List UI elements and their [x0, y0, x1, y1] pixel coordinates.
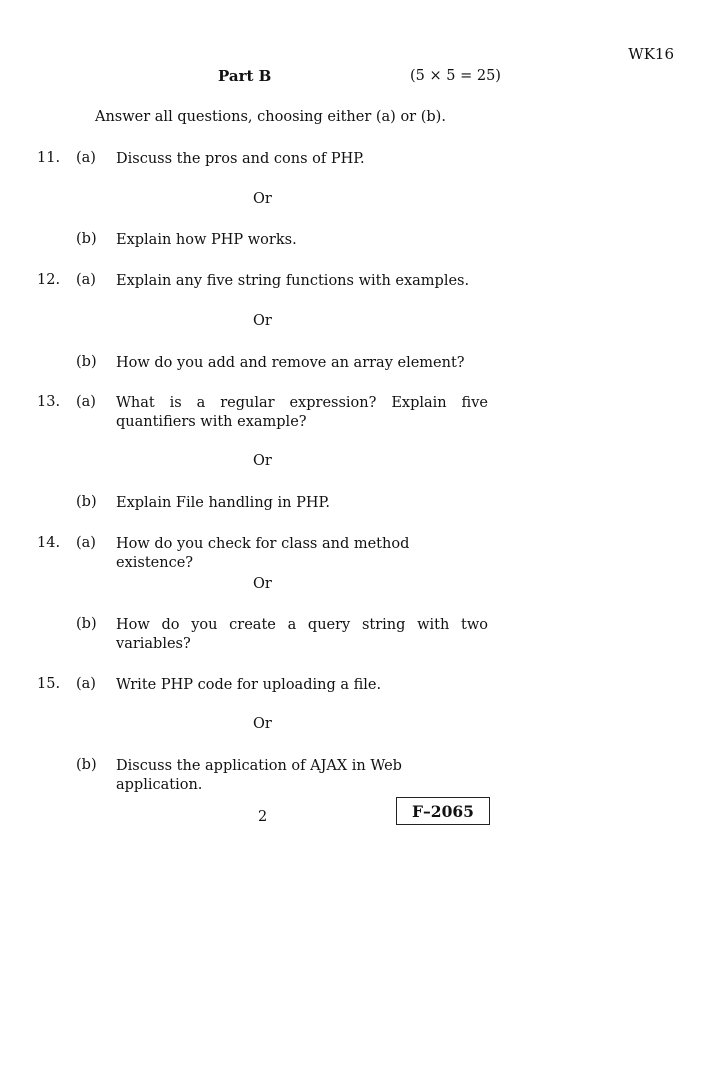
paper-code-header: WK16 — [628, 45, 674, 63]
option-label-11b: (b) — [76, 231, 97, 247]
question-text-13a-line1: What is a regular expression? Explain five — [116, 395, 488, 411]
question-text-13a — [116, 394, 488, 432]
question-text-12b: How do you add and remove an array element? — [116, 355, 465, 371]
question-text-15b: Discuss the application of AJAX in Web application. — [116, 758, 402, 793]
question-text-14b-line2: variables? — [116, 636, 191, 652]
or-separator-15: Or — [253, 716, 272, 732]
section-marks: (5 × 5 = 25) — [410, 68, 501, 84]
option-label-12b: (b) — [76, 354, 97, 370]
question-text-14b — [116, 616, 488, 654]
option-label-14b: (b) — [76, 616, 97, 632]
option-label-15b: (b) — [76, 757, 97, 773]
question-text-14a: How do you check for class and method existence? — [116, 536, 410, 571]
or-separator-11: Or — [253, 191, 272, 207]
section-title: Part B — [218, 67, 272, 85]
option-label-13a: (a) — [76, 394, 96, 410]
question-number-15: 15. — [37, 676, 61, 692]
question-text-15a: Write PHP code for uploading a file. — [116, 677, 382, 693]
question-text-12a: Explain any five string functions with examples. — [116, 273, 470, 289]
question-text-14b-line1: How do you create a query string with two — [116, 617, 488, 633]
option-label-14a: (a) — [76, 535, 96, 551]
or-separator-14: Or — [253, 576, 272, 592]
instruction: Answer all questions, choosing either (a) or (b). — [95, 109, 446, 125]
question-number-12: 12. — [37, 272, 61, 288]
paper-code-box: F–2065 — [396, 797, 490, 825]
question-number-11: 11. — [37, 150, 61, 166]
option-label-11a: (a) — [76, 150, 96, 166]
option-label-12a: (a) — [76, 272, 96, 288]
page-number: 2 — [258, 809, 268, 825]
or-separator-12: Or — [253, 313, 272, 329]
or-separator-13: Or — [253, 453, 272, 469]
question-text-11b: Explain how PHP works. — [116, 232, 297, 248]
question-text-13b: Explain File handling in PHP. — [116, 495, 330, 511]
question-text-11a: Discuss the pros and cons of PHP. — [116, 151, 365, 167]
option-label-13b: (b) — [76, 494, 97, 510]
question-number-14: 14. — [37, 535, 61, 551]
question-text-13a-line2: quantifiers with example? — [116, 414, 307, 430]
question-number-13: 13. — [37, 394, 61, 410]
option-label-15a: (a) — [76, 676, 96, 692]
